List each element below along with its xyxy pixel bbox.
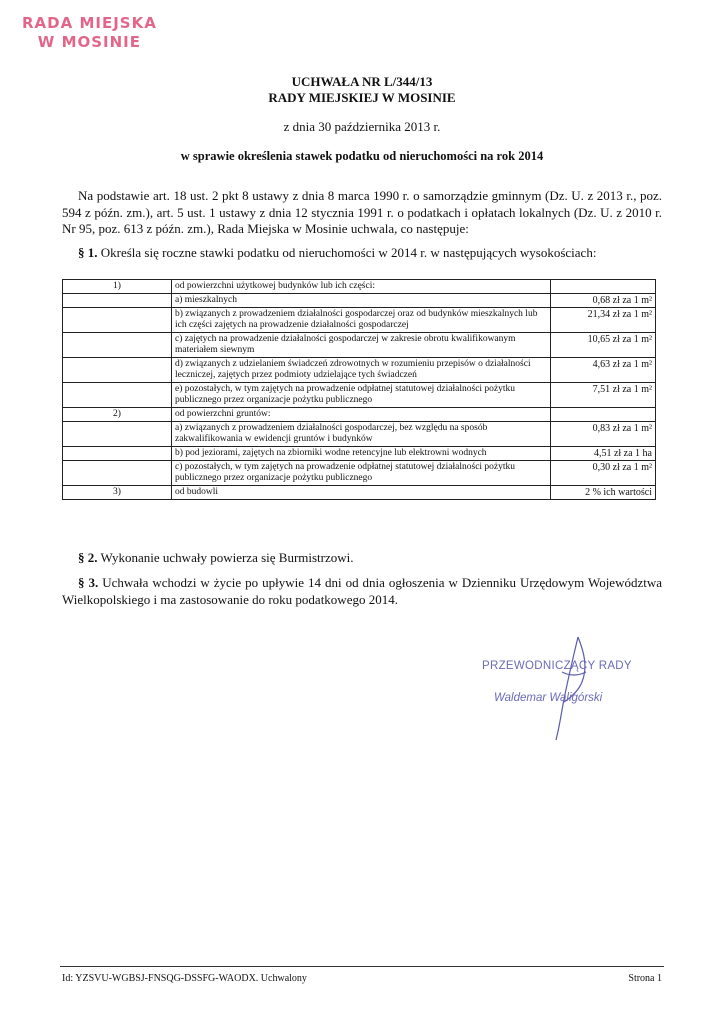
council-stamp — [22, 14, 157, 52]
rate-row — [63, 294, 656, 308]
rate-number — [63, 422, 172, 447]
rate-number — [63, 308, 172, 333]
signature-title: PRZEWODNICZĄCY RADY — [482, 660, 632, 672]
rate-number — [63, 447, 172, 461]
rate-description: c) zajętych na prowadzenie działalności gospodarczej w zakresie obrotu kwalifikowanym materiałem siewnym — [172, 333, 551, 358]
resolution-issuer: RADY MIEJSKIEJ W MOSINIE — [268, 90, 456, 105]
rate-row — [63, 408, 656, 422]
tax-rates-table — [62, 279, 656, 500]
rate-number: 2) — [63, 408, 172, 422]
rate-row — [63, 486, 656, 500]
rate-row — [63, 308, 656, 333]
rate-description: d) związanych z udzielaniem świadczeń zdrowotnych w rozumieniu przepisów o działalności leczniczej, zajętych przez podmioty udzielające tych świadczeń — [172, 358, 551, 383]
resolution-number: UCHWAŁA NR L/344/13 — [291, 74, 433, 89]
stamp-line-2: W MOSINIE — [37, 33, 142, 51]
rate-value: 10,65 zł za 1 m² — [551, 333, 656, 358]
page-number: Strona 1 — [628, 973, 662, 984]
rate-number — [63, 333, 172, 358]
rate-row — [63, 280, 656, 294]
stamp-line-1: RADA MIEJSKA — [22, 14, 157, 32]
legal-basis-paragraph: Na podstawie art. 18 ust. 2 pkt 8 ustawy z dnia 8 marca 1990 r. o samorządzie gminnym (Dz. U. z 2013 r., poz. 594 z późn. zm.), art. 5 ust. 1 ustawy z dnia 12 stycznia 1991 r. o podatkach i opłatach lokalnych (Dz. U. z 2010 r. Nr 95, poz. 613 z późn. zm.), Rada Miejska w Mosinie uchwala, co następuje: — [62, 188, 662, 236]
rate-description: od powierzchni gruntów: — [172, 408, 551, 422]
section-1-text: Określa się roczne stawki podatku od nieruchomości w 2014 r. w następujących wysokościach: — [97, 245, 597, 260]
signature-scribble — [548, 632, 598, 742]
rate-number: 1) — [63, 280, 172, 294]
rate-description: b) związanych z prowadzeniem działalności gospodarczej oraz od budynków mieszkalnych lub ich części zajętych na prowadzenie działalności gospodarczej — [172, 308, 551, 333]
section-2-mark: § 2. — [78, 550, 98, 565]
rate-value: 21,34 zł za 1 m² — [551, 308, 656, 333]
rate-row — [63, 383, 656, 408]
rate-description: c) pozostałych, w tym zajętych na prowadzenie odpłatnej statutowej działalności pożytku publicznego przez organizacje pożytku publicznego — [172, 461, 551, 486]
section-1-mark: § 1. — [78, 245, 98, 260]
rate-number — [63, 358, 172, 383]
rate-row — [63, 422, 656, 447]
rate-number — [63, 294, 172, 308]
signature-name: Waldemar Waligórski — [494, 692, 603, 704]
rate-description: b) pod jeziorami, zajętych na zbiorniki wodne retencyjne lub elektrowni wodnych — [172, 447, 551, 461]
rate-value: 4,63 zł za 1 m² — [551, 358, 656, 383]
rate-value — [551, 408, 656, 422]
section-1 — [62, 245, 662, 262]
rate-description: a) mieszkalnych — [172, 294, 551, 308]
rate-value: 0,68 zł za 1 m² — [551, 294, 656, 308]
rate-description: a) związanych z prowadzeniem działalności gospodarczej, bez względu na sposób zakwalifikowania w ewidencji gruntów i budynków — [172, 422, 551, 447]
section-2-text: Wykonanie uchwały powierza się Burmistrzowi. — [97, 550, 354, 565]
resolution-subject: w sprawie określenia stawek podatku od nieruchomości na rok 2014 — [180, 149, 544, 163]
rate-number — [63, 383, 172, 408]
resolution-date: z dnia 30 października 2013 r. — [283, 119, 441, 134]
rate-value: 0,30 zł za 1 m² — [551, 461, 656, 486]
footer-divider — [60, 966, 664, 967]
section-3-text: Uchwała wchodzi w życie po upływie 14 dni od dnia ogłoszenia w Dzienniku Urzędowym Województwa Wielkopolskiego i ma zastosowanie do roku podatkowego 2014. — [62, 575, 663, 607]
rate-description: od powierzchni użytkowej budynków lub ich części: — [172, 280, 551, 294]
rate-row — [63, 358, 656, 383]
rate-row — [63, 333, 656, 358]
rate-value: 4,51 zł za 1 ha — [551, 447, 656, 461]
rate-description: e) pozostałych, w tym zajętych na prowadzenie odpłatnej statutowej działalności pożytku publicznego przez organizacje pożytku publicznego — [172, 383, 551, 408]
rate-value: 2 % ich wartości — [551, 486, 656, 500]
rate-value: 7,51 zł za 1 m² — [551, 383, 656, 408]
rate-number — [63, 461, 172, 486]
rate-row — [63, 447, 656, 461]
document-id: Id: YZSVU-WGBSJ-FNSQG-DSSFG-WAODX. Uchwalony — [62, 973, 307, 984]
rate-number: 3) — [63, 486, 172, 500]
rate-value — [551, 280, 656, 294]
section-3 — [62, 575, 662, 608]
tax-rates-body — [63, 280, 656, 500]
rate-row — [63, 461, 656, 486]
section-2 — [62, 550, 662, 567]
rate-description: od budowli — [172, 486, 551, 500]
rate-value: 0,83 zł za 1 m² — [551, 422, 656, 447]
section-3-mark: § 3. — [78, 575, 99, 590]
